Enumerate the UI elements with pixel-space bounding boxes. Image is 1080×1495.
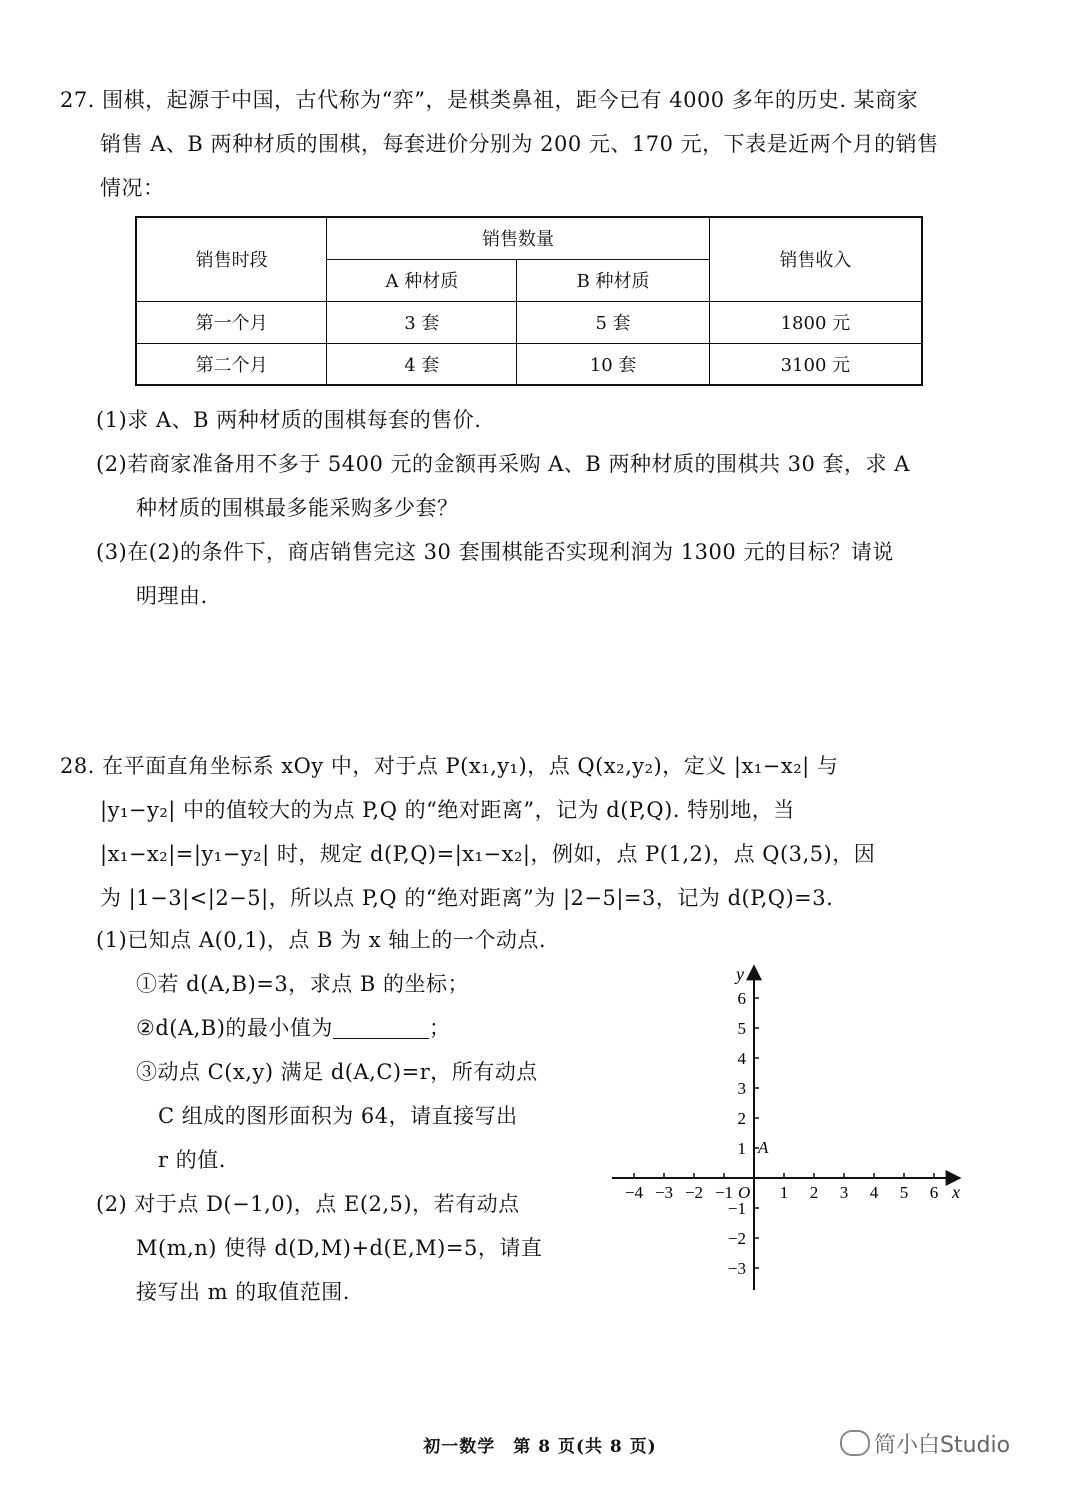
origin-label: O — [738, 1183, 751, 1202]
q28-sub-3b: C 组成的图形面积为 64，请直接写出 — [158, 1104, 518, 1128]
x-tick-label: −1 — [714, 1183, 734, 1202]
x-tick-label: 6 — [929, 1183, 939, 1202]
sales-table — [135, 216, 923, 386]
row2-a: 4 套 — [327, 343, 517, 385]
q28-part-2c: 接写出 m 的取值范围. — [136, 1280, 350, 1304]
y-tick-label: 2 — [737, 1109, 746, 1128]
q28-sub-2-end: ； — [428, 1016, 451, 1040]
q27-line-2: 销售 A、B 两种材质的围棋，每套进价分别为 200 元、170 元，下表是近两个月的销售 — [100, 132, 939, 156]
x-tick-label: 2 — [809, 1183, 819, 1202]
q28-sub-2-text: ②d(A,B)的最小值为 — [136, 1016, 333, 1040]
table-row — [136, 343, 922, 385]
x-tick-label: 1 — [779, 1183, 789, 1202]
y-tick-label: 4 — [737, 1049, 746, 1068]
question-28 — [60, 744, 875, 920]
y-axis-label: y — [736, 964, 744, 984]
question-27 — [60, 78, 939, 210]
a-header: A 种材质 — [327, 259, 517, 301]
q27-line-3: 情况： — [100, 176, 165, 200]
row2-period: 第二个月 — [136, 343, 327, 385]
income-header: 销售收入 — [709, 217, 922, 301]
q28-sub-1: ①若 d(A,B)=3，求点 B 的坐标； — [136, 972, 470, 996]
q27-part-3b: 明理由. — [136, 584, 208, 608]
b-header: B 种材质 — [517, 259, 709, 301]
q28-sub-3a: ③动点 C(x,y) 满足 d(A,C)=r，所有动点 — [136, 1060, 538, 1084]
page-footer: 初一数学 第 8 页(共 8 页) — [423, 1437, 657, 1457]
row2-b: 10 套 — [517, 343, 709, 385]
x-tick-label: −4 — [624, 1183, 644, 1202]
q27-part-1: (1)求 A、B 两种材质的围棋每套的售价. — [96, 408, 482, 432]
q27-part-3a: (3)在(2)的条件下，商店销售完这 30 套围棋能否实现利润为 1300 元的目标？请说 — [96, 540, 894, 564]
q28-line-4: 为 |1−3|<|2−5|，所以点 P,Q 的“绝对距离”为 |2−5|=3，记为 d(P,Q)=3. — [100, 886, 834, 910]
x-tick-label: 4 — [869, 1183, 879, 1202]
q28-sub-2 — [96, 1006, 546, 1050]
y-tick-label: 1 — [737, 1139, 746, 1158]
row1-a: 3 套 — [327, 301, 517, 343]
coordinate-axes — [600, 960, 980, 1300]
x-axis-label: x — [952, 1182, 960, 1202]
x-tick-label: 5 — [899, 1183, 909, 1202]
wechat-icon — [840, 1430, 870, 1456]
y-tick-label: 5 — [737, 1019, 746, 1038]
watermark-text: 简小白Studio — [874, 1433, 1011, 1458]
x-tick-label: −2 — [684, 1183, 704, 1202]
answer-blank — [333, 1014, 429, 1039]
x-tick-label: 3 — [839, 1183, 849, 1202]
q28-part-2a: (2) 对于点 D(−1,0)，点 E(2,5)，若有动点 — [96, 1192, 520, 1216]
q28-sub-3c: r 的值. — [158, 1148, 226, 1172]
quantity-header: 销售数量 — [327, 217, 709, 259]
q28-line-3: |x₁−x₂|=|y₁−y₂| 时，规定 d(P,Q)=|x₁−x₂|，例如，点 P(1,2)，点 Q(3,5)，因 — [100, 842, 876, 866]
question-27-parts — [96, 398, 910, 618]
row2-income: 3100 元 — [709, 343, 922, 385]
question-28-parts — [96, 918, 546, 1314]
table-row — [136, 301, 922, 343]
q28-part-1: (1)已知点 A(0,1)，点 B 为 x 轴上的一个动点. — [96, 928, 547, 952]
y-tick-label: 6 — [737, 989, 746, 1008]
point-a-label: A — [758, 1138, 769, 1157]
row1-b: 5 套 — [517, 301, 709, 343]
row1-period: 第一个月 — [136, 301, 327, 343]
q28-line-2: |y₁−y₂| 中的值较大的为点 P,Q 的“绝对距离”，记为 d(P,Q). 特别地，当 — [100, 798, 795, 822]
q28-line-1: 28. 在平面直角坐标系 xOy 中，对于点 P(x₁,y₁)，点 Q(x₂,y₂)，定义 |x₁−x₂| 与 — [60, 754, 839, 778]
y-tick-label: −3 — [727, 1259, 746, 1278]
q27-part-2b: 种材质的围棋最多能采购多少套？ — [136, 496, 459, 520]
row1-income: 1800 元 — [709, 301, 922, 343]
period-header: 销售时段 — [136, 217, 327, 301]
y-tick-label: −1 — [727, 1199, 746, 1218]
q27-line-1: 27. 围棋，起源于中国，古代称为“弈”，是棋类鼻祖，距今已有 4000 多年的历史. 某商家 — [60, 88, 919, 112]
y-tick-label: 3 — [737, 1079, 746, 1098]
watermark — [840, 1428, 1010, 1459]
y-tick-label: −2 — [727, 1229, 746, 1248]
q27-part-2a: (2)若商家准备用不多于 5400 元的金额再采购 A、B 两种材质的围棋共 30 套，求 A — [96, 452, 910, 476]
x-tick-label: −3 — [654, 1183, 674, 1202]
q28-part-2b: M(m,n) 使得 d(D,M)+d(E,M)=5，请直 — [136, 1236, 543, 1260]
